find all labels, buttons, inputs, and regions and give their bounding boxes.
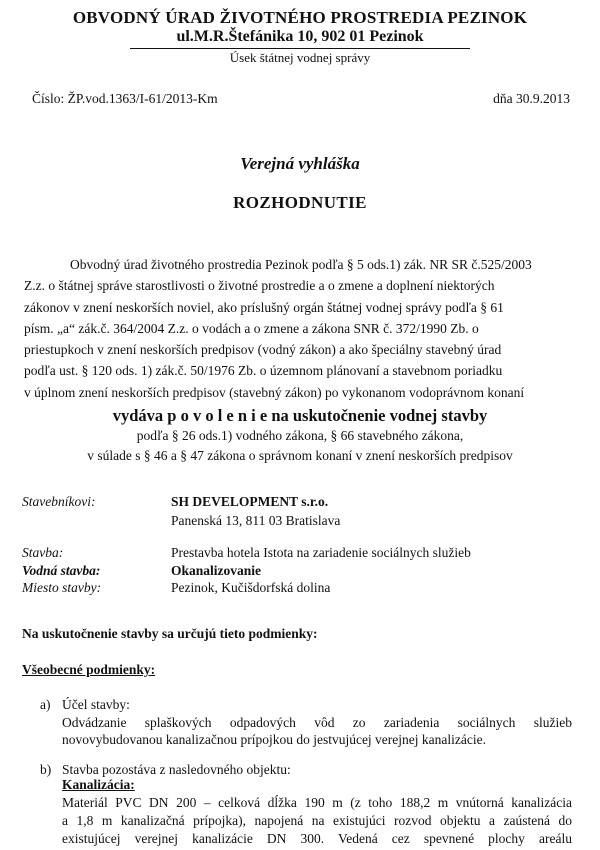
- item-a-title: Účel stavby:: [62, 697, 130, 712]
- building-value: Prestavba hotela Istota na zariadenie sociálnych služieb: [171, 545, 471, 560]
- reference-number: Číslo: ŽP.vod.1363/I-61/2013-Km: [32, 91, 218, 106]
- intro-line: Obvodný úrad životného prostredia Pezinok podľa § 5 ods.1) zák. NR SR č.525/2003: [70, 257, 532, 272]
- location-label: Miesto stavby:: [22, 580, 102, 595]
- permit-legal-basis: podľa § 26 ods.1) vodného zákona, § 66 stavebného zákona,: [136, 428, 464, 443]
- office-address: ul.M.R.Štefánika 10, 902 01 Pezinok: [176, 28, 424, 45]
- item-b-text: Materiál PVC DN 200 – celková dĺžka 190 m (z toho 188,2 m vnútorná kanalizácia: [62, 795, 572, 810]
- item-a-text: novovybudovanou kanalizačnou prípojkou do jestvujúcej verejnej kanalizácie.: [62, 732, 486, 747]
- item-b-text: existujúcej verejnej kanalizácie DN 300. Vedená cez spevnené plochy areálu: [62, 831, 572, 846]
- item-a-marker: a): [40, 697, 51, 712]
- intro-line: písm. „a“ zák.č. 364/2004 Z.z. o vodách a o zmene a zákona SNR č. 372/1990 Zb. o: [24, 320, 479, 336]
- permit-statement: vydáva p o v o l e n i e na uskutočnenie vodnej stavby: [112, 406, 488, 425]
- conditions-heading: Na uskutočnenie stavby sa určujú tieto podmienky:: [22, 626, 318, 641]
- notice-title: Verejná vyhláška: [240, 154, 360, 173]
- intro-line: priestupkoch v znení neskorších predpisov (vodný zákon) a ako špeciálny stavebný úrad: [24, 342, 502, 358]
- item-a-text: Odvádzanie splaškových odpadových vôd zo zariadenia sociálnych služieb: [62, 715, 572, 730]
- intro-paragraph: [24, 254, 576, 403]
- general-conditions-heading: Všeobecné podmienky:: [22, 662, 156, 677]
- building-label: Stavba:: [22, 545, 64, 560]
- intro-line: Z.z. o štátnej správe starostlivosti o životné prostredie a o zmene a doplnení niektorých: [24, 278, 495, 294]
- intro-line: v úplnom znení neskorších predpisov (stavebný zákon) po vykonanom vodoprávnom konaní: [24, 384, 525, 400]
- intro-line: podľa ust. § 120 ods. 1) zák.č. 50/1976 Zb. o územnom plánovaní a stavebnom poriadku: [24, 363, 503, 379]
- item-b-text: a 1,8 m kanalizačná prípojka), napojená na existujúci rozvod objektu a zaústená do: [62, 813, 572, 828]
- builder-name: SH DEVELOPMENT s.r.o.: [171, 494, 329, 509]
- builder-label: Stavebníkovi:: [22, 494, 96, 509]
- water-building-label: Vodná stavba:: [22, 563, 101, 578]
- office-department: Úsek štátnej vodnej správy: [229, 50, 371, 65]
- header-divider: [130, 48, 470, 49]
- permit-legal-basis: v súlade s § 46 a § 47 zákona o správnom konaní v znení neskorších predpisov: [87, 448, 513, 463]
- office-name: OBVODNÝ ÚRAD ŽIVOTNÉHO PROSTREDIA PEZINOK: [72, 8, 528, 27]
- sewer-heading: Kanalizácia:: [62, 777, 135, 792]
- intro-line: zákonov v znení neskorších noviel, ako príslušný orgán štátnej vodnej správy podľa § 61: [24, 299, 504, 315]
- decision-title: ROZHODNUTIE: [233, 193, 367, 212]
- location-value: Pezinok, Kučišdorfská dolina: [171, 580, 331, 595]
- item-b-marker: b): [40, 762, 52, 777]
- water-building-value: Okanalizovanie: [171, 563, 262, 578]
- document-date: dňa 30.9.2013: [493, 91, 570, 106]
- item-b-title: Stavba pozostáva z nasledovného objektu:: [62, 762, 291, 777]
- builder-address: Panenská 13, 811 03 Bratislava: [171, 513, 341, 528]
